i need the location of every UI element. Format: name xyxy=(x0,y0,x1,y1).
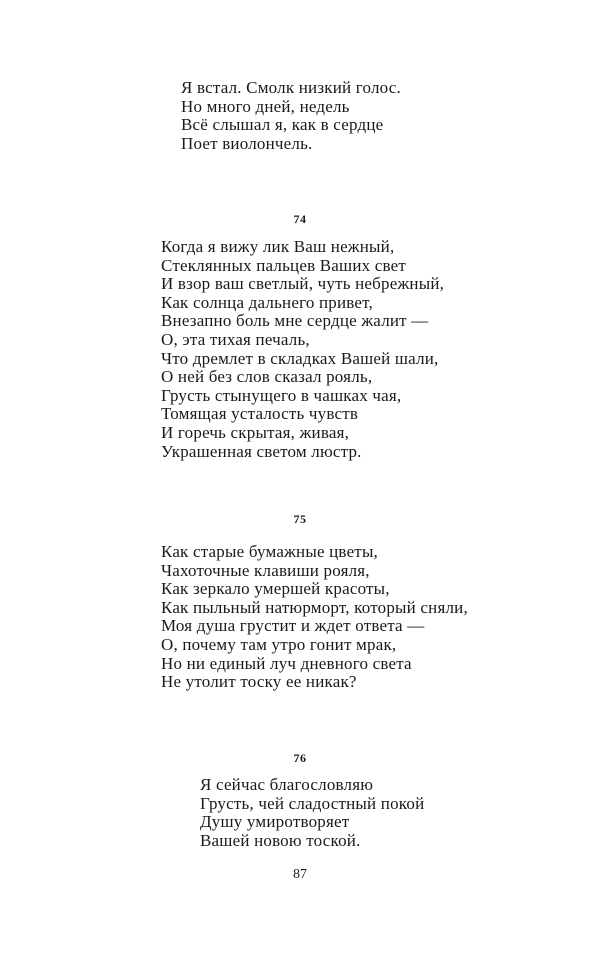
poem-line: И взор ваш светлый, чуть небрежный, xyxy=(161,274,445,294)
poem-line: О ней без слов сказал рояль, xyxy=(161,367,373,387)
poem-line: О, почему там утро гонит мрак, xyxy=(161,634,397,654)
poem-line: Вашей новою тоской. xyxy=(200,830,361,850)
poem-line: Но ни единый луч дневного света xyxy=(161,653,412,673)
page-number: 87 xyxy=(293,867,307,882)
poem-line: Я встал. Смолк низкий голос. xyxy=(181,78,401,97)
poem-74-stanza xyxy=(161,238,444,461)
poem-number: 75 xyxy=(293,512,307,526)
poem-line: Стеклянных пальцев Ваших свет xyxy=(161,255,407,275)
poem-line: Как пыльный натюрморт, который сняли, xyxy=(161,597,468,617)
poem-fragment-stanza xyxy=(181,79,401,153)
poem-line: Внезапно боль мне сердце жалит — xyxy=(161,311,429,331)
poem-line: Душу умиротворяет xyxy=(200,812,350,832)
poem-75-stanza xyxy=(161,543,468,692)
poem-line: Но много дней, недель xyxy=(181,96,350,116)
poem-line: Томящая усталость чувств xyxy=(161,404,359,424)
poem-line: Грусть, чей сладостный покой xyxy=(200,793,425,813)
poem-line: Украшенная светом люстр. xyxy=(161,441,362,461)
poem-line: Моя душа грустит и ждет ответа — xyxy=(161,616,425,636)
poem-line: Как зеркало умершей красоты, xyxy=(161,579,390,599)
poem-line: Не утолит тоску ее никак? xyxy=(161,672,357,692)
poem-number: 74 xyxy=(293,212,307,226)
poem-number: 76 xyxy=(293,751,307,765)
poem-line: Как старые бумажные цветы, xyxy=(161,542,379,561)
poem-line: И горечь скрытая, живая, xyxy=(161,422,350,442)
poem-line: Грусть стынущего в чашках чая, xyxy=(161,385,402,405)
poem-line: Чахоточные клавиши рояля, xyxy=(161,560,370,580)
poem-line: Что дремлет в складках Вашей шали, xyxy=(161,348,439,368)
poem-line: Как солнца дальнего привет, xyxy=(161,292,373,312)
poem-line: О, эта тихая печаль, xyxy=(161,329,310,349)
poem-line: Когда я вижу лик Ваш нежный, xyxy=(161,237,395,256)
poem-76-stanza xyxy=(200,776,424,850)
poem-line: Я сейчас благословляю xyxy=(200,775,374,794)
poem-line: Всё слышал я, как в сердце xyxy=(181,115,384,135)
poem-line: Поет виолончель. xyxy=(181,133,313,153)
